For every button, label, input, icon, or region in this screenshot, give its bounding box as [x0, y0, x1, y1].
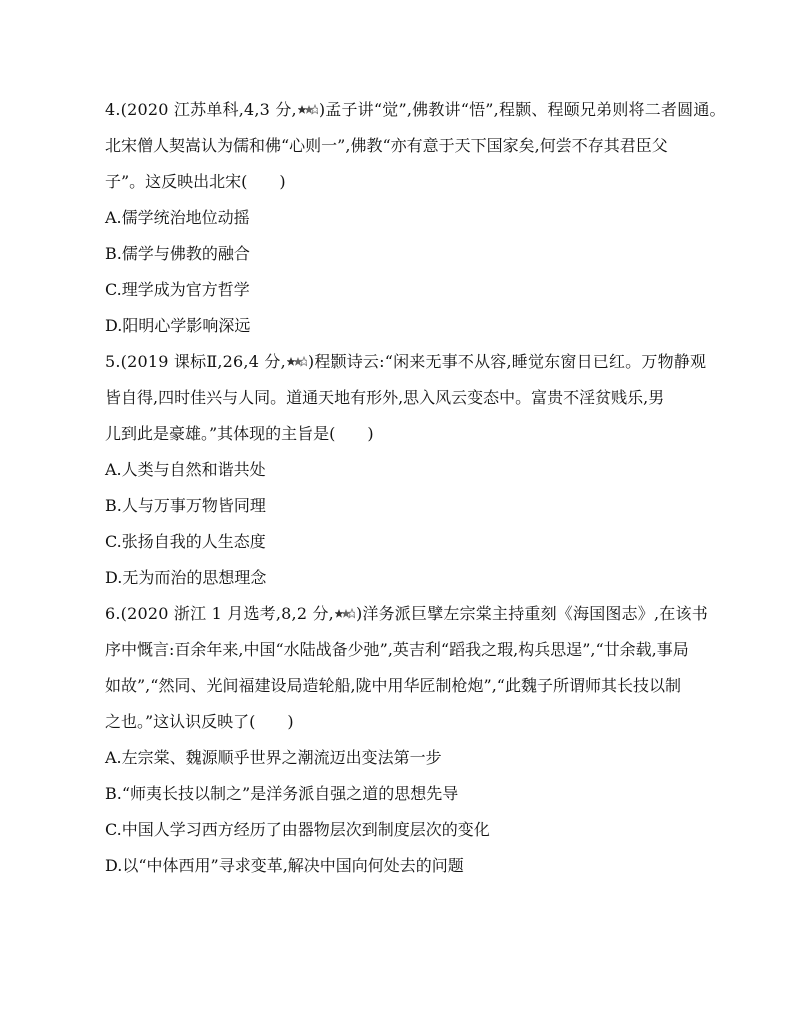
question-5	[105, 344, 705, 596]
question-5-option-c[interactable]: C.张扬自我的人生态度	[105, 532, 266, 551]
question-4	[105, 92, 726, 344]
question-5-stem-line-3: 儿到此是豪雄。”其体现的主旨是( )	[105, 424, 374, 443]
question-6-option-d[interactable]: D.以“中体西用”寻求变革,解决中国向何处去的问题	[105, 856, 464, 875]
difficulty-star-icon	[287, 356, 307, 368]
question-4-option-b[interactable]: B.儒学与佛教的融合	[105, 244, 250, 263]
question-6-stem-line-4: 之也。”这认识反映了( )	[105, 712, 294, 731]
question-6-stem-line-3: 如故”,“然同、光间福建设局造轮船,陇中用华匠制枪炮”,“此魏子所谓师其长技以制	[105, 676, 681, 695]
question-6-option-a[interactable]: A.左宗棠、魏源顺乎世界之潮流迈出变法第一步	[105, 748, 442, 767]
question-6	[105, 596, 708, 884]
question-4-stem-line-1	[105, 92, 726, 128]
question-5-stem-text: )程颢诗云:“闲来无事不从容,睡觉东窗日已红。万物静观	[307, 352, 707, 371]
question-4-option-c[interactable]: C.理学成为官方哲学	[105, 280, 250, 299]
question-4-option-d[interactable]: D.阳明心学影响深远	[105, 316, 251, 335]
question-5-stem-line-2: 皆自得,四时佳兴与人同。道通天地有形外,思入风云变态中。富贵不淫贫贱乐,男	[105, 388, 665, 407]
question-4-source: 4.(2020 江苏单科,4,3 分,	[105, 100, 297, 119]
question-6-stem-text: )洋务派巨擘左宗棠主持重刻《海国图志》,在该书	[355, 604, 708, 623]
question-5-source: 5.(2019 课标Ⅱ,26,4 分,	[105, 352, 286, 371]
question-5-option-a[interactable]: A.人类与自然和谐共处	[105, 460, 266, 479]
question-5-stem-line-1	[105, 344, 705, 380]
question-4-option-a[interactable]: A.儒学统治地位动摇	[105, 208, 250, 227]
question-page	[105, 92, 726, 884]
question-4-stem-text: )孟子讲“觉”,佛教讲“悟”,程颢、程颐兄弟则将二者圆通。	[318, 100, 726, 119]
question-6-stem-line-2: 序中慨言:百余年来,中国“水陆战备少弛”,英吉利“蹈我之瑕,构兵思逞”,“廿余载,事局	[105, 640, 689, 659]
question-6-option-b[interactable]: B.“师夷长技以制之”是洋务派自强之道的思想先导	[105, 784, 459, 803]
question-6-option-c[interactable]: C.中国人学习西方经历了由器物层次到制度层次的变化	[105, 820, 490, 839]
question-4-stem-line-2: 北宋僧人契嵩认为儒和佛“心则一”,佛教“亦有意于天下国家矣,何尝不存其君臣父	[105, 136, 668, 155]
question-5-option-b[interactable]: B.人与万事万物皆同理	[105, 496, 266, 515]
question-6-source: 6.(2020 浙江 1 月选考,8,2 分,	[105, 604, 334, 623]
difficulty-star-icon	[298, 104, 318, 116]
question-6-stem-line-1	[105, 596, 708, 632]
question-4-stem-line-3: 子”。这反映出北宋( )	[105, 172, 286, 191]
question-5-option-d[interactable]: D.无为而治的思想理念	[105, 568, 267, 587]
difficulty-star-icon	[335, 608, 355, 620]
